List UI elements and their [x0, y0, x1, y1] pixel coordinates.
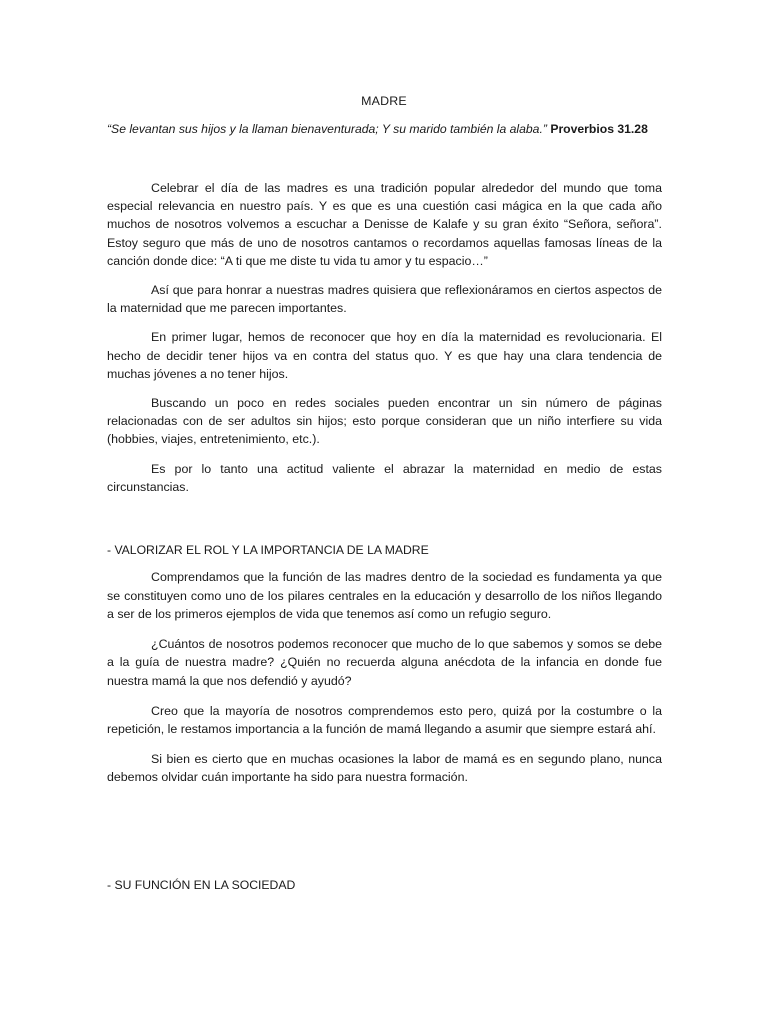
- paragraph: En primer lugar, hemos de reconocer que hoy en día la maternidad es revolucionaria. El hecho de decidir tener hijos va en contra del status quo. Y es que hay una clara tendencia de muchas jóvenes a no tener hijos.: [107, 330, 662, 381]
- paragraph: Así que para honrar a nuestras madres quisiera que reflexionáramos en ciertos aspectos de la maternidad que me parecen importantes.: [107, 283, 662, 316]
- section-heading-society: - SU FUNCIÓN EN LA SOCIEDAD: [107, 878, 296, 892]
- paragraph: Comprendamos que la función de las madres dentro de la sociedad es fundamenta ya que se constituyen como uno de los pilares centrales en la educación y desarrollo de los niños llegando a ser de los primeros ejemplos de vida que tenemos así como un refugio seguro.: [107, 570, 662, 622]
- quote-text: “Se levantan sus hijos y la llaman bienaventurada; Y su marido también la alaba.”: [107, 122, 547, 136]
- epigraph-quote: [107, 122, 667, 136]
- paragraph: Celebrar el día de las madres es una tradición popular alrededor del mundo que toma especial relevancia en nuestro país. Y es que es una cuestión casi mágica en la que cada año muchos de nosotros volvemos a escuchar a Denisse de Kalafe y su gran éxito “Señora, señora”. Estoy seguro que más de uno de nosotros cantamos o recordamos aquellas famosas líneas de la canción donde dice: “A ti que me diste tu vida tu amor y tu espacio…”: [107, 181, 662, 268]
- paragraph: ¿Cuántos de nosotros podemos reconocer que mucho de lo que sabemos y somos se debe a la guía de nuestra madre? ¿Quién no recuerda alguna anécdota de la infancia en donde fue nuestra mamá la que nos defendió y ayudó?: [107, 636, 662, 688]
- paragraph: Es por lo tanto una actitud valiente el abrazar la maternidad en medio de estas circunstancias.: [107, 461, 662, 494]
- paragraph: Creo que la mayoría de nosotros comprendemos esto pero, quizá por la costumbre o la repetición, le restamos importancia a la función de mamá llegando a asumir que siempre estará ahí.: [107, 703, 662, 737]
- quote-reference: Proverbios 31.28: [550, 122, 648, 136]
- section-heading-role: - VALORIZAR EL ROL Y LA IMPORTANCIA DE LA MADRE: [107, 543, 429, 557]
- paragraph: Buscando un poco en redes sociales pueden encontrar un sin número de páginas relacionadas con de ser adultos sin hijos; esto porque consideran que un niño interfiere su vida (hobbies, viajes, entretenimiento, etc.).: [107, 396, 662, 447]
- paragraph: Si bien es cierto que en muchas ocasiones la labor de mamá es en segundo plano, nunca debemos olvidar cuán importante ha sido para nuestra formación.: [107, 751, 662, 785]
- document-title: MADRE: [361, 94, 407, 108]
- intro-section: [107, 179, 662, 496]
- role-section: [107, 568, 662, 787]
